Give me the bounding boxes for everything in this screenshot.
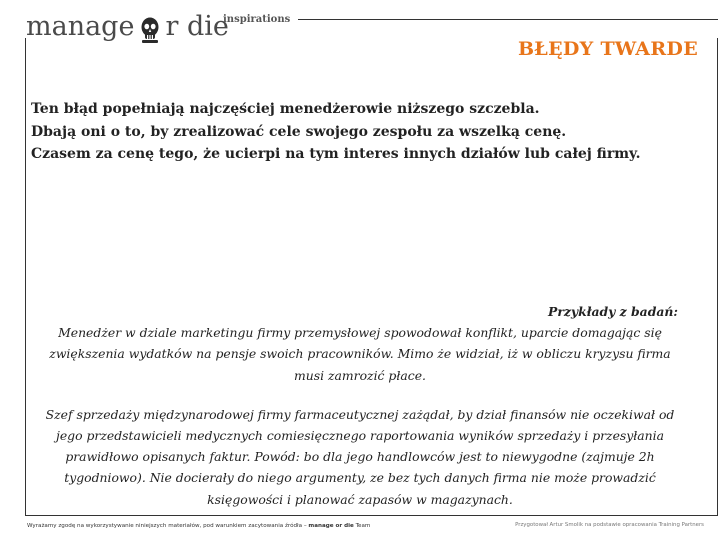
intro-text — [31, 98, 671, 166]
intro-line: Ten błąd popełniają najczęściej menedżerowie niższego szczebla. — [31, 101, 540, 117]
paragraph-spacer — [42, 386, 678, 404]
logo-text-left: manage — [26, 11, 135, 42]
example-paragraph: Menedżer w dziale marketingu firmy przemysłowej spowodował konflikt, uparcie domagając się zwiększenia wydatków na pensje swoich pracowników. Mimo że widział, iż w obliczu kryzysu firma musi zamrozić płace. — [49, 325, 671, 383]
footer-text: Wyrażamy zgodę na wykorzystywanie niniejszych materiałów, pod warunkiem zacytowania źródła – — [27, 523, 309, 529]
logo-tagline: inspirations — [223, 14, 291, 25]
intro-line: Czasem za cenę tego, że ucierpi na tym interes innych działów lub całej firmy. — [31, 146, 641, 162]
logo-text-right: r die — [165, 11, 229, 42]
example-paragraph: Szef sprzedaży międzynarodowej firmy farmaceutycznej zażądał, by dział finansów nie oczekiwał od jego przedstawicieli medycznych comiesięcznego raportowania wyników sprzedaży i przesyłania prawidłowo opisanych faktur. Powód: bo dla jego handlowców jest to niewygodne (zajmuje 2h tygodniowo). Nie docierały do niego argumenty, ze bez tych danych firma nie może prowadzić księgowości i planować zapasów w magazynach. — [45, 406, 675, 507]
footer-brand: manage or die — [308, 523, 354, 529]
footer-copyright — [27, 523, 370, 529]
footer-credit: Przygotował Artur Smolik na podstawie opracowania Training Partners — [515, 522, 704, 528]
header-rule — [298, 19, 718, 20]
examples-section — [42, 301, 678, 510]
slide-title: BŁĘDY TWARDE — [517, 38, 698, 60]
footer-suffix: Team — [353, 523, 371, 529]
intro-line: Dbają oni o to, by zrealizować cele swojego zespołu za wszelką cenę. — [31, 123, 567, 140]
examples-heading: Przykłady z badań: — [548, 304, 678, 319]
logo — [26, 4, 229, 42]
